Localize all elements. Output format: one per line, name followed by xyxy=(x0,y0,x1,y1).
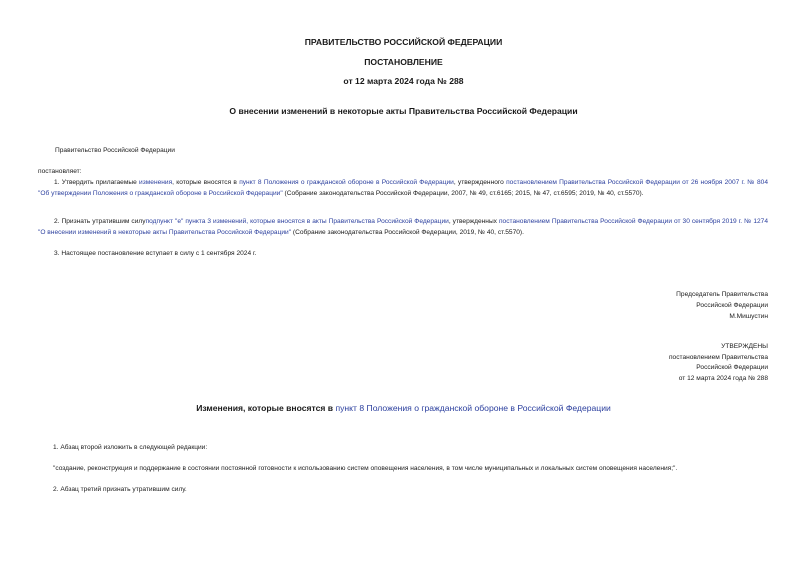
item-2-text-a: 2. Признать утратившим силу xyxy=(54,218,146,225)
document-type: ПОСТАНОВЛЕНИЕ xyxy=(364,57,443,67)
item-1-text-a: 1. Утвердить прилагаемые xyxy=(54,179,140,186)
changes-title xyxy=(0,403,807,413)
item-2-text-b: , утвержденных xyxy=(448,218,499,225)
changes-link[interactable]: изменения xyxy=(139,179,173,186)
signature-name: М.Мишустин xyxy=(729,313,768,320)
decree-804-link[interactable]: постановлением Правительства Российской Федерации от 26 ноября 2007 г. № 804 "Об утверждении Положения о гражданской обороне в Российской Федерации" xyxy=(38,179,768,197)
change-1: 1. Абзац второй изложить в следующей редакции: xyxy=(53,444,208,451)
approval-line-3: Российской Федерации xyxy=(696,364,768,371)
item-2-text-c: (Собрание законодательства Российской Федерации, 2019, № 40, ст.5570). xyxy=(291,229,524,236)
signature-position: Председатель Правительства xyxy=(676,291,768,298)
changes-title-text: Изменения, которые вносятся в xyxy=(196,403,336,413)
item-1-text-b: , которые вносятся в xyxy=(172,179,240,186)
subpoint-e-link[interactable]: подпункт "е" пункта 3 изменений, которые вносятся в акты Правительства Российской Федерации xyxy=(145,218,449,225)
document-org: ПРАВИТЕЛЬСТВО РОССИЙСКОЙ ФЕДЕРАЦИИ xyxy=(304,37,503,47)
document-title: О внесении изменений в некоторые акты Правительства Российской Федерации xyxy=(229,106,578,116)
preamble-subject: Правительство Российской Федерации xyxy=(55,147,175,154)
decree-1274-link[interactable]: постановлением Правительства Российской Федерации от 30 сентября 2019 г. № 1274 "О внесении изменений в некоторые акты Правительства Российской Федерации" xyxy=(38,218,768,236)
approval-date: от 12 марта 2024 года № 288 xyxy=(678,375,768,382)
item-3: 3. Настоящее постановление вступает в силу с 1 сентября 2024 г. xyxy=(54,250,257,257)
signature-country: Российской Федерации xyxy=(696,302,768,309)
change-2: 2. Абзац третий признать утратившим силу. xyxy=(53,486,187,493)
item-1 xyxy=(38,177,768,199)
change-1-quote: "создание, реконструкция и поддержание в состоянии постоянной готовности к использованию систем оповещения населения, в том числе муниципальных и локальных систем оповещения населения;". xyxy=(53,465,678,472)
item-1-text-c: , утвержденного xyxy=(453,179,507,186)
document-date-number: от 12 марта 2024 года № 288 xyxy=(343,76,464,86)
approval-heading: УТВЕРЖДЕНЫ xyxy=(721,343,768,350)
changes-title-link[interactable]: пункт 8 Положения о гражданской обороне в Российской Федерации xyxy=(335,403,611,413)
item-1-text-d: (Собрание законодательства Российской Федерации, 2007, № 49, ст.6165; 2015, № 47, ст.6595; 2019, № 40, ст.5570). xyxy=(282,190,644,197)
approval-line-2: постановлением Правительства xyxy=(668,354,768,361)
item-2 xyxy=(38,216,768,238)
point-8-link[interactable]: пункт 8 Положения о гражданской обороне в Российской Федерации xyxy=(239,179,454,186)
preamble-verb: постановляет: xyxy=(38,168,82,175)
